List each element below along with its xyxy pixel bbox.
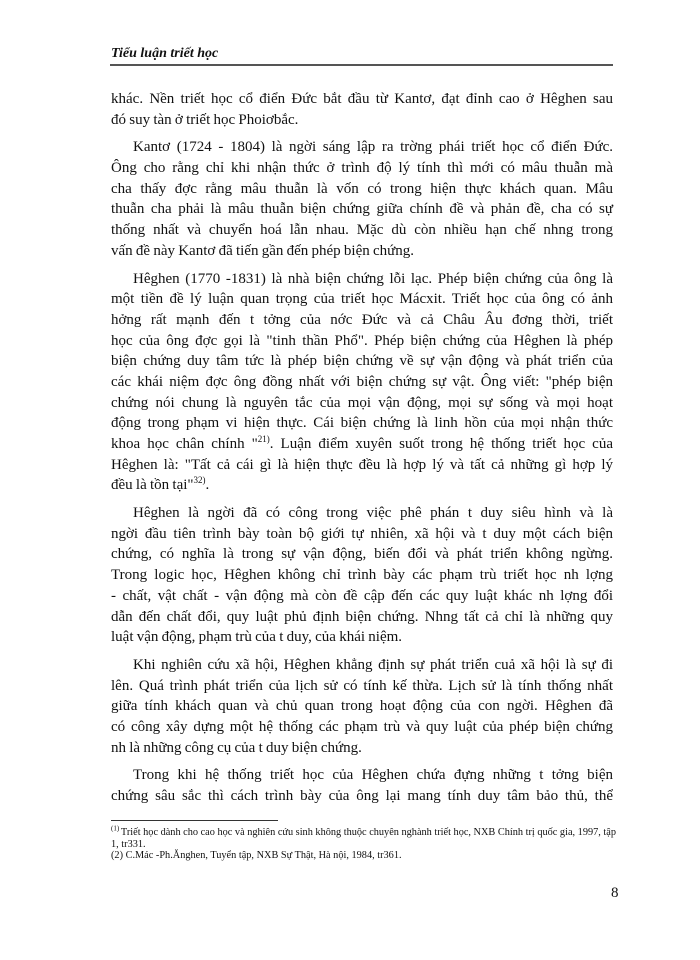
text-line: Hêghen là ngời đã có công trong việc phê phán t duy siêu hình và là xyxy=(133,505,613,522)
text-line: có công xây dựng một hệ thống các phạm trù và quy luật của phép biện chứng xyxy=(111,718,613,735)
text-segment: . xyxy=(205,477,210,494)
text-line: dẫn đến chất đổi, quy luật phủ định biện chứng. Nhng tất cả chỉ là những quy xyxy=(111,608,613,625)
paragraph xyxy=(111,765,613,806)
footnote xyxy=(111,824,616,850)
body-text xyxy=(111,89,613,807)
paragraph xyxy=(111,655,613,758)
text-line: một tiền đề lý luận quan trọng của triết học Mácxit. Triết học của ông có ảnh xyxy=(111,291,613,308)
text-line: hởng rất mạnh đến t tởng của nớc Đức và cả Châu Âu đơng thời, triết xyxy=(111,311,613,328)
text-line: giữa tính khách quan và chủ quan trong hoạt động của con ngời. Hêghen đã xyxy=(111,698,613,715)
footnote-reference: 32) xyxy=(193,475,206,486)
paragraph xyxy=(111,89,613,130)
footnote-marker: (1) xyxy=(111,824,121,833)
text-line: Khi nghiên cứu xã hội, Hêghen khẳng định sự phát triển cuả xã hội là sự đi xyxy=(133,656,613,673)
footnote xyxy=(111,850,616,862)
paragraph xyxy=(111,137,613,261)
page-number: 8 xyxy=(611,885,619,901)
text-line: luật vận động, phạm trù của t duy, của khái niệm. xyxy=(111,629,403,646)
footnote-reference: 21) xyxy=(257,434,270,444)
text-line: nh là những công cụ của t duy biện chứng. xyxy=(111,739,362,756)
text-line: chứng nói chung là nguyên tắc của mọi vận động, mọi sự sống và mọi hoạt xyxy=(111,394,613,411)
text-line: biện chứng duy tâm tức là phép biện chứng về sự vận động và phát triển của xyxy=(111,353,613,370)
text-line: các khái niệm đợc ông đồng nhất với biện chứng sự vật. Ông viết: "phép biện xyxy=(111,373,613,390)
text-line: thuẫn cha phải là mâu thuẫn biện chứng giữa chính đề và phản đề, cha có sự xyxy=(111,201,613,218)
text-line: động trong phạm vi hiện thực. Cái biện chứng là linh hồn của mọi nhận thức xyxy=(111,415,613,432)
paragraph xyxy=(111,269,613,497)
text-line: - chất, vật chất - vận động mà còn đề cập đến các quy luật khác nh lợng đổi xyxy=(111,587,613,604)
text-line: cha thấy đợc rằng mâu thuẫn là vốn có trong hiện thực khách quan. Mâu xyxy=(111,180,613,197)
text-segment: . Luận điểm xuyên suốt trong hệ thống triết học của xyxy=(269,436,613,452)
text-line: thống nhất và chuyển hoá lẫn nhau. Mặc dù còn nhiều hạn chế nhng trong xyxy=(111,222,613,239)
text-line: khác. Nền triết học cổ điển Đức bắt đầu từ Kantơ, đạt đỉnh cao ở Hêghen sau xyxy=(111,91,613,107)
text-line: học của ông đợc gọi là "tinh thần Phổ". Phép biện chứng của Hêghen là phép xyxy=(111,332,613,349)
text-line: Trong logic học, Hêghen không chỉ trình bày các phạm trù triết học nh lợng xyxy=(111,567,613,584)
text-line xyxy=(111,434,613,455)
text-line: Trong khi hệ thống triết học của Hêghen chứa đựng những t tởng biện xyxy=(133,767,613,784)
text-line: chứng, có nghĩa là trong sự vận động, biến đổi và phát triển không ngừng. xyxy=(111,546,613,563)
text-line: Hêghen là: "Tất cả cái gì là hiện thực đều là hợp lý và tất cả những gì hợp lý xyxy=(111,456,613,473)
header-rule xyxy=(110,64,613,66)
text-line: ngời đầu tiên trình bày toàn bộ giới tự nhiên, xã hội và t duy một cách biện xyxy=(111,525,613,542)
paragraph xyxy=(111,503,613,648)
text-line: Hêghen (1770 -1831) là nhà biện chứng lỗi lạc. Phép biện chứng của ông là xyxy=(133,270,613,287)
text-segment: khoa học chân chính " xyxy=(111,436,258,452)
text-line: đó suy tàn ở triết học Phoiơbắc. xyxy=(111,111,299,128)
text-line: chứng sâu sắc thì cách trình bày của ông lại mang tính duy tâm bảo thủ, thể xyxy=(111,788,613,804)
footnotes xyxy=(111,824,616,862)
text-segment: đều là tồn tại" xyxy=(111,477,194,494)
text-line: Kantơ (1724 - 1804) là ngời sáng lập ra trờng phái triết học cổ điển Đức. xyxy=(133,139,613,156)
text-line: vấn đề này Kantơ đã tiến gần đến phép biện chứng. xyxy=(111,242,415,259)
footnote-text: (2) C.Mác -Ph.Ănghen, Tuyển tập, NXB Sự Thật, Hà nội, 1984, tr361. xyxy=(111,850,402,861)
text-line: lên. Quá trình phát triển của lịch sử có tính kế thừa. Lịch sử là tính thống nhất xyxy=(111,677,613,694)
footnote-separator xyxy=(111,820,278,821)
running-header: Tiểu luận triết học xyxy=(111,46,219,61)
text-line xyxy=(111,475,613,496)
footnote-text: Triết học dành cho cao học và nghiên cứu sinh không thuộc chuyên nghành triết học, NXB Chính trị quốc gia, 1997, tập 1, tr331. xyxy=(111,827,616,850)
text-line: Ông cho rằng chỉ khi nhận thức ở trình độ lý tính thì mới có mâu thuẫn mà xyxy=(111,160,613,177)
